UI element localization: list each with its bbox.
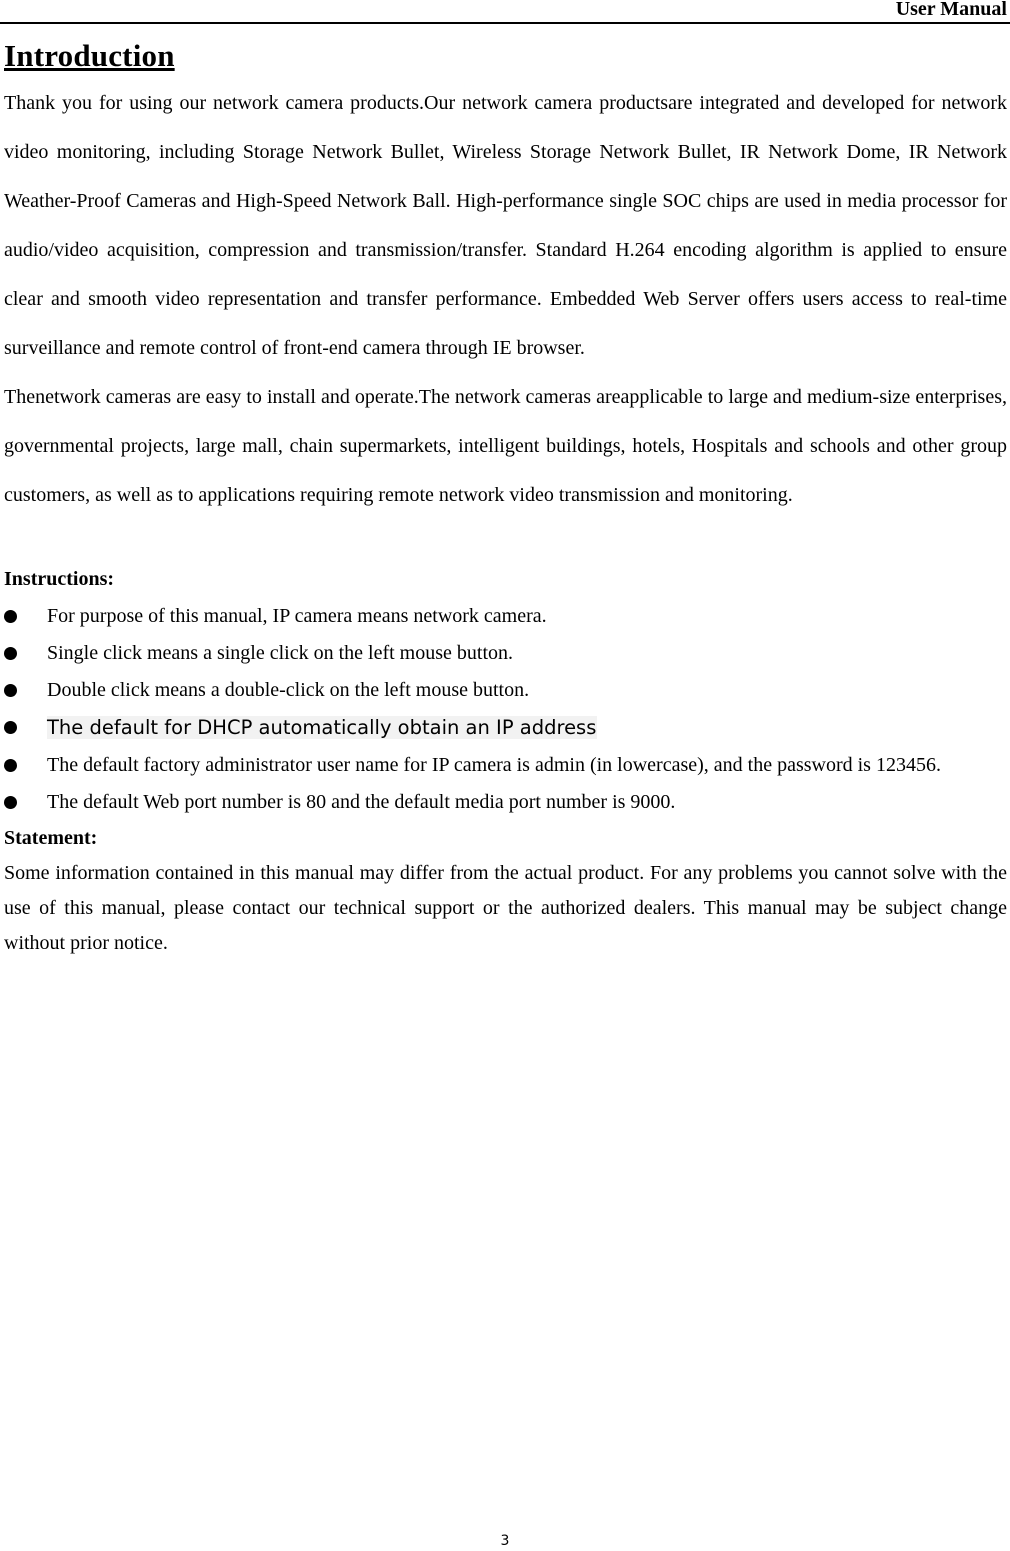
page-title: Introduction [4,38,175,73]
list-item-text: The default Web port number is 80 and the default media port number is 9000. [47,791,676,813]
list-item-text: The default factory administrator user name for IP camera is admin (in lowercase), and the password is 123456. [47,754,941,776]
page-content [4,36,1007,961]
list-item-text: Double click means a double-click on the left mouse button. [47,679,530,701]
list-item [4,784,1007,821]
bullet-dot-icon [4,647,17,660]
intro-paragraph-1: Thank you for using our network camera products.Our network camera productsare integrated and developed for network video monitoring, including Storage Network Bullet, Wireless Storage Network Bullet, IR Network Dome, IR Network Weather-Proof Cameras and High-Speed Network Ball. High-performance single SOC chips are used in media processor for audio/video acquisition, compression and transmission/transfer. Standard H.264 encoding algorithm is applied to ensure clear and smooth video representation and transfer performance. Embedded Web Server offers users access to real-time surveillance and remote control of front-end camera through IE browser. [4,92,1007,359]
list-item [4,635,1007,672]
list-item-text: The default for DHCP automatically obtain an IP address [47,716,597,739]
statement-paragraph: Some information contained in this manual may differ from the actual product. For any problems you cannot solve with the use of this manual, please contact our technical support or the authorized dealers. This manual may be subject change without prior notice. [4,862,1007,954]
list-item-text: Single click means a single click on the left mouse button. [47,642,514,664]
page-number: 3 [500,1533,510,1549]
intro-paragraph-2: Thenetwork cameras are easy to install and operate.The network cameras areapplicable to large and medium-size enterprises, governmental projects, large mall, chain supermarkets, intelligent buildings, hotels, Hospitals and schools and other group customers, as well as to applications requiring remote network video transmission and monitoring. [4,386,1007,506]
bullet-dot-icon [4,684,17,697]
instructions-heading: Instructions: [4,568,115,590]
statement-heading: Statement: [4,827,98,849]
instructions-list [4,598,1007,821]
bullet-dot-icon [4,759,17,772]
list-item [4,747,1007,784]
list-item [4,709,1007,747]
header-divider [0,22,1010,24]
bullet-dot-icon [4,721,17,734]
header-title: User Manual [895,0,1007,20]
list-item [4,598,1007,635]
list-item [4,672,1007,709]
list-item-text: For purpose of this manual, IP camera means network camera. [47,605,547,627]
bullet-dot-icon [4,796,17,809]
bullet-dot-icon [4,610,17,623]
